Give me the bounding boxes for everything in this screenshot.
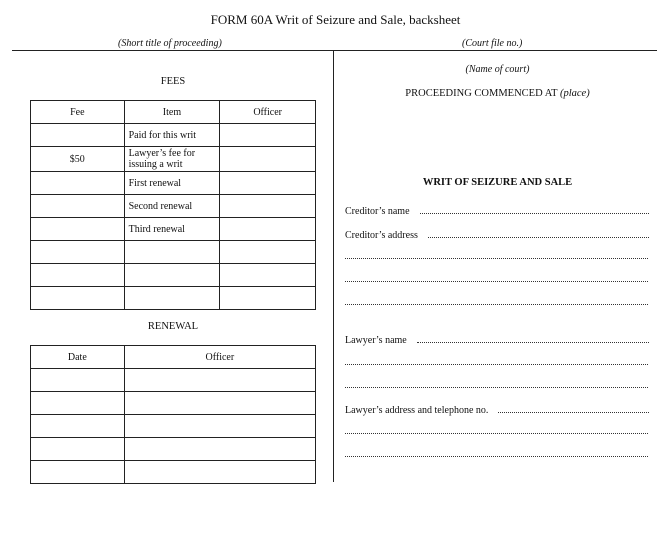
lawyer-address-blank[interactable] [498,412,649,413]
item-cell[interactable] [124,241,220,264]
table-row [31,241,316,264]
lawyer-address-field[interactable] [345,402,649,416]
date-column-header: Date [31,346,125,369]
fee-cell[interactable] [31,124,125,147]
table-row [31,172,316,195]
proceeding-commenced-label: PROCEEDING COMMENCED AT [405,88,558,99]
name-of-court-label: (Name of court) [465,64,530,75]
court-file-label: (Court file no.) [462,38,523,49]
renewal-header-row [31,346,316,369]
table-row [31,287,316,310]
fee-column-header: Fee [31,101,125,124]
date-cell[interactable] [31,369,125,392]
place-label: (place) [559,88,590,99]
writ-heading: WRIT OF SEIZURE AND SALE [422,177,573,188]
table-row [31,124,316,147]
proceeding-commenced-line [345,88,650,99]
date-cell[interactable] [31,415,125,438]
officer-cell[interactable] [220,147,316,172]
officer-cell[interactable] [220,195,316,218]
lawyer-name-line-3[interactable] [345,387,648,388]
creditor-address-label: Creditor’s address [345,230,418,241]
creditor-name-blank[interactable] [420,213,649,214]
table-row [31,461,316,484]
renewal-heading: RENEWAL [147,321,199,332]
lawyer-name-blank[interactable] [417,342,649,343]
table-row [31,438,316,461]
fees-heading: FEES [160,76,186,87]
lawyer-address-label: Lawyer’s address and telephone no. [345,405,489,416]
creditor-address-field[interactable] [345,227,649,241]
item-column-header: Item [124,101,220,124]
fees-table [30,100,316,310]
short-title-label: (Short title of proceeding) [118,38,222,49]
creditor-name-field[interactable] [345,203,649,217]
officer-cell[interactable] [220,218,316,241]
officer-cell[interactable] [220,287,316,310]
item-cell[interactable] [124,264,220,287]
item-cell: Second renewal [124,195,220,218]
officer-cell[interactable] [124,392,315,415]
header-divider [12,50,657,51]
officer-cell[interactable] [220,241,316,264]
officer-cell[interactable] [124,461,315,484]
lawyer-name-field[interactable] [345,332,649,346]
table-row [31,392,316,415]
creditor-address-line-2[interactable] [345,258,648,259]
item-cell: Third renewal [124,218,220,241]
creditor-address-blank[interactable] [428,237,649,238]
fee-cell[interactable] [31,241,125,264]
fee-cell[interactable]: $50 [31,147,125,172]
lawyer-name-label: Lawyer’s name [345,335,407,346]
officer-column-header: Officer [220,101,316,124]
officer-cell[interactable] [220,124,316,147]
creditor-name-label: Creditor’s name [345,206,410,217]
table-row [31,195,316,218]
fees-header-row [31,101,316,124]
table-row [31,369,316,392]
lawyer-address-line-2[interactable] [345,433,648,434]
officer-cell[interactable] [124,369,315,392]
date-cell[interactable] [31,438,125,461]
table-row [31,264,316,287]
fee-cell[interactable] [31,195,125,218]
item-cell[interactable] [124,287,220,310]
creditor-address-line-4[interactable] [345,304,648,305]
creditor-address-line-3[interactable] [345,281,648,282]
renewal-officer-column-header: Officer [124,346,315,369]
renewal-table [30,345,316,484]
date-cell[interactable] [31,392,125,415]
item-cell: First renewal [124,172,220,195]
officer-cell[interactable] [124,415,315,438]
table-row [31,218,316,241]
item-cell: Paid for this writ [124,124,220,147]
table-row [31,147,316,172]
table-row [31,415,316,438]
lawyer-address-line-3[interactable] [345,456,648,457]
officer-cell[interactable] [124,438,315,461]
fee-cell[interactable] [31,218,125,241]
lawyer-name-line-2[interactable] [345,364,648,365]
form-title: FORM 60A Writ of Seizure and Sale, backsheet [210,12,461,27]
officer-cell[interactable] [220,172,316,195]
column-divider [333,50,334,482]
officer-cell[interactable] [220,264,316,287]
fee-cell[interactable] [31,264,125,287]
fee-cell[interactable] [31,172,125,195]
date-cell[interactable] [31,461,125,484]
fee-cell[interactable] [31,287,125,310]
item-cell: Lawyer’s fee for issuing a writ [124,147,220,172]
